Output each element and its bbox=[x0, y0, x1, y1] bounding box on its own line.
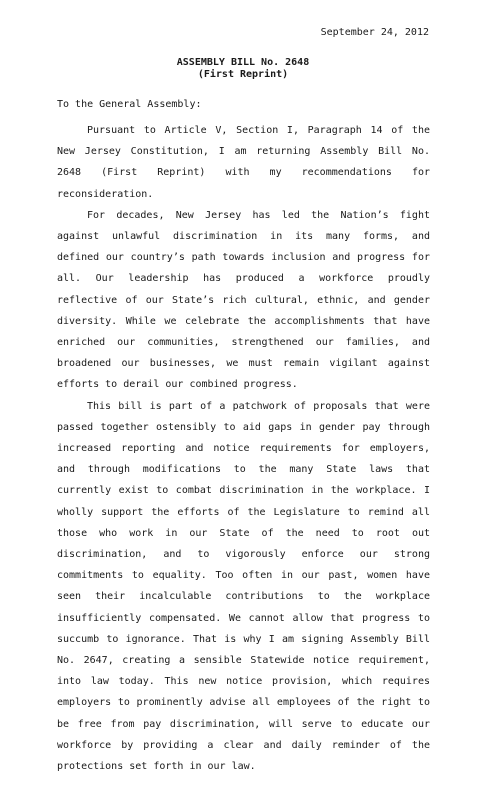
bill-title-reprint: (First Reprint) bbox=[197, 69, 289, 80]
bill-title-number: ASSEMBLY BILL No. 2648 bbox=[176, 57, 310, 68]
bill-title bbox=[0, 57, 486, 81]
paragraph-2: For decades, New Jersey has led the Nation’s fight against unlawful discrimination in its many forms, and defined our country’s path towards inclusion and progress for all. Our leadership has produced a workforce proudly reflective of our State’s rich cultural, ethnic, and gender diversity. While we celebrate the accomplishments that have enriched our communities, strengthened our families, and broadened our businesses, we must remain vigilant against efforts to derail our combined progress. bbox=[57, 209, 430, 391]
paragraph-3: This bill is part of a patchwork of proposals that were passed together ostensibly to aid gaps in gender pay through increased reporting and notice requirements for employers, and through modifications to the many State laws that currently exist to combat discrimination in the workplace. I wholly support the efforts of the Legislature to remind all those who work in our State of the need to root out discrimination, and to vigorously enforce our strong commitments to equality. Too often in our past, women have seen their incalculable contributions to the workplace insufficiently compensated. We cannot allow that progress to succumb to ignorance. That is why I am signing Assembly Bill No. 2647, creating a sensible Statewide notice requirement, into law today. This new notice provision, which requires employers to prominently advise all employees of the right to be free from pay discrimination, will serve to educate our workforce by providing a clear and daily reminder of the protections set forth in our law. bbox=[57, 400, 430, 773]
paragraph-1: Pursuant to Article V, Section I, Paragraph 14 of the New Jersey Constitution, I am returning Assembly Bill No. 2648 (First Reprint) with my recommendations for reconsideration. bbox=[57, 125, 430, 200]
salutation: To the General Assembly: bbox=[57, 99, 202, 110]
document-date: September 24, 2012 bbox=[320, 27, 429, 38]
message-body bbox=[57, 120, 430, 777]
